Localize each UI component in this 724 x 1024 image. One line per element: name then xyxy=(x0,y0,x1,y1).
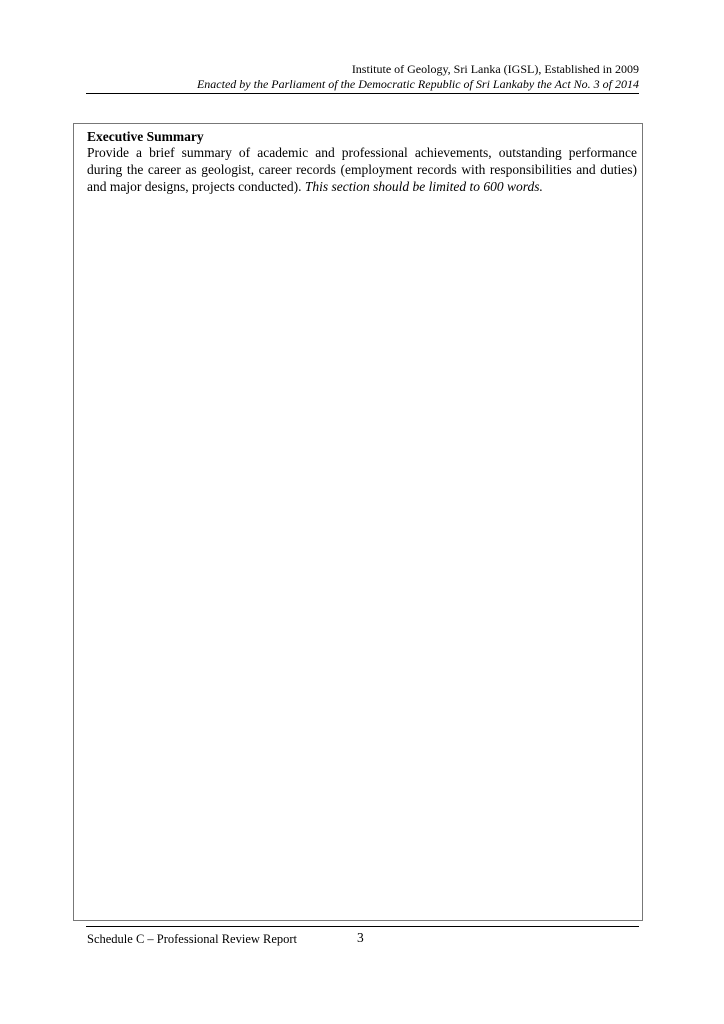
header-institute-line: Institute of Geology, Sri Lanka (IGSL), Established in 2009 xyxy=(351,62,639,76)
word-limit-note: This section should be limited to 600 words. xyxy=(304,179,543,194)
executive-summary-instructions xyxy=(87,144,637,195)
header-divider xyxy=(86,93,639,94)
executive-summary-box[interactable] xyxy=(73,123,643,921)
footer-divider xyxy=(86,926,639,927)
executive-summary-title: Executive Summary xyxy=(87,129,204,144)
page-number: 3 xyxy=(357,930,364,945)
page-header xyxy=(197,62,639,92)
footer-document-label: Schedule C – Professional Review Report xyxy=(87,932,298,946)
header-enactment-line: Enacted by the Parliament of the Democratic Republic of Sri Lankaby the Act No. 3 of 2014 xyxy=(196,77,639,91)
executive-summary-instruction-text: Provide a brief summary of academic and professional achievements, outstanding performance during the career as geologist, career records (employment records with responsibilities and duties) and major designs, projects conducted). xyxy=(87,145,637,194)
